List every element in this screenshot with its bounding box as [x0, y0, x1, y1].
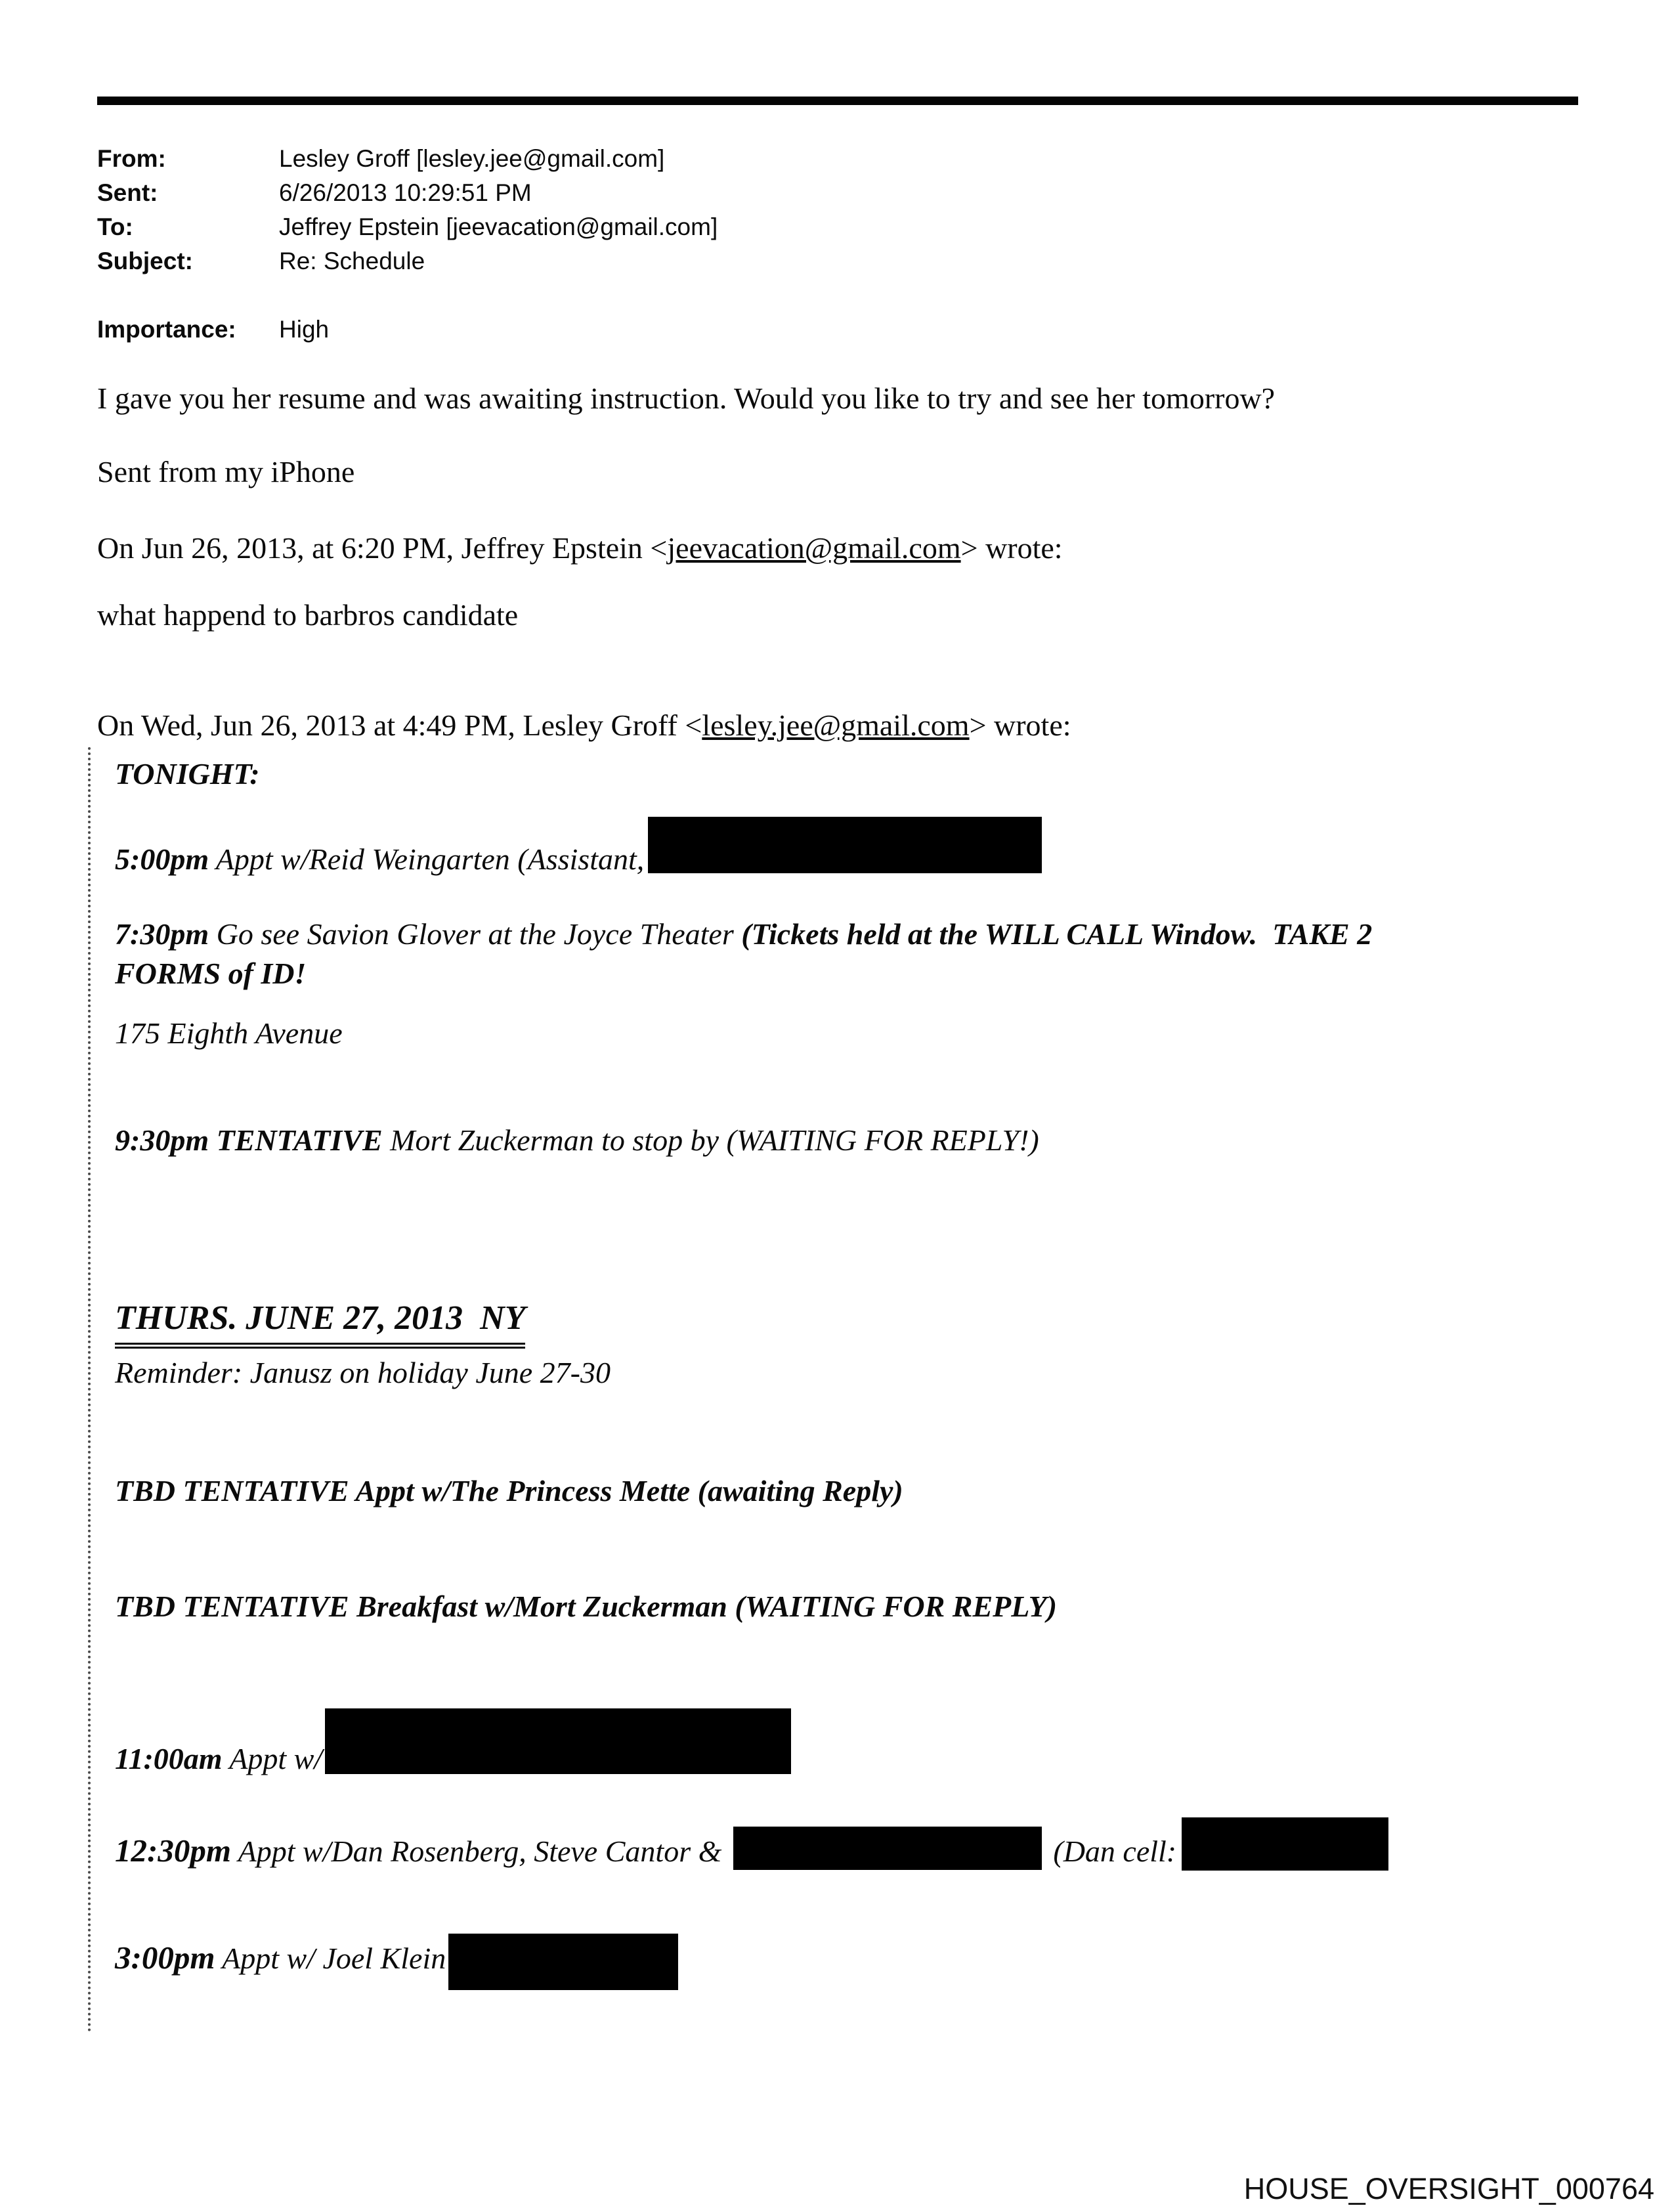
- tbd-princess-mette: TBD TENTATIVE Appt w/The Princess Mette (awaiting Reply): [115, 1474, 903, 1507]
- schedule-item-5pm: [115, 817, 1042, 878]
- appt-730pm-note-line1: (Tickets held at the WILL CALL Window. TAKE 2: [741, 917, 1373, 951]
- appt-3pm-time: 3:00pm: [115, 1940, 215, 1976]
- tbd-breakfast-zuckerman: TBD TENTATIVE Breakfast w/Mort Zuckerman (WAITING FOR REPLY): [115, 1590, 1058, 1623]
- tonight-heading: TONIGHT:: [115, 757, 260, 791]
- appt-730pm-text: Go see Savion Glover at the Joyce Theater: [209, 917, 742, 951]
- email-link: jeevacation@gmail.com: [667, 531, 961, 565]
- appt-930pm-text: Mort Zuckerman to stop by (WAITING FOR REPLY!): [382, 1123, 1039, 1157]
- appt-930pm-time: 9:30pm TENTATIVE: [115, 1123, 383, 1157]
- importance-value: High: [279, 316, 330, 343]
- day-heading-text: THURS. JUNE 27, 2013 NY: [115, 1297, 525, 1349]
- appt-3pm-text: Appt w/ Joel Klein: [215, 1941, 446, 1975]
- appt-11am-text: Appt w/: [222, 1742, 323, 1775]
- schedule-item-11am: [115, 1708, 791, 1778]
- sent-label: Sent:: [97, 179, 158, 206]
- to-value: Jeffrey Epstein [jeevacation@gmail.com]: [279, 213, 718, 240]
- appt-5pm-text: Appt w/Reid Weingarten (Assistant,: [209, 842, 645, 876]
- schedule-item-3pm: [115, 1934, 678, 1990]
- quote-attribution-2: [97, 706, 1071, 745]
- redaction-box: [1182, 1817, 1388, 1871]
- subject-value: Re: Schedule: [279, 248, 425, 274]
- iphone-signature: Sent from my iPhone: [97, 455, 355, 488]
- attribution-2-suffix: > wrote:: [969, 708, 1071, 742]
- message-paragraph: I gave you her resume and was awaiting instruction. Would you like to try and see her tomorrow?: [97, 381, 1276, 415]
- venue-address: 175 Eighth Avenue: [115, 1016, 343, 1050]
- sent-value: 6/26/2013 10:29:51 PM: [279, 179, 532, 206]
- appt-1230pm-text: Appt w/Dan Rosenberg, Steve Cantor &: [230, 1834, 729, 1868]
- attribution-2-prefix: On Wed, Jun 26, 2013 at 4:49 PM, Lesley Groff <: [97, 708, 702, 742]
- appt-730pm-time: 7:30pm: [115, 917, 209, 951]
- reminder-line: Reminder: Janusz on holiday June 27-30: [115, 1356, 611, 1389]
- to-label: To:: [97, 213, 133, 240]
- from-label: From:: [97, 145, 166, 172]
- appt-11am-time: 11:00am: [115, 1742, 223, 1775]
- reply-text: what happend to barbros candidate: [97, 598, 519, 632]
- header-top-rule: [97, 97, 1578, 105]
- day-heading-thurs: [115, 1297, 525, 1349]
- redaction-box: [448, 1934, 678, 1990]
- redaction-box: [733, 1827, 1042, 1870]
- redaction-box: [325, 1708, 791, 1774]
- attribution-1-prefix: On Jun 26, 2013, at 6:20 PM, Jeffrey Epstein <: [97, 531, 668, 565]
- schedule-item-730pm: [115, 915, 1572, 993]
- importance-label: Importance:: [97, 316, 236, 343]
- appt-5pm-time: 5:00pm: [115, 842, 209, 876]
- redaction-box: [648, 817, 1042, 873]
- attribution-1-suffix: > wrote:: [960, 531, 1063, 565]
- quote-attribution-1: [97, 529, 1063, 567]
- email-link: lesley.jee@gmail.com: [702, 708, 970, 742]
- appt-730pm-note-line2: FORMS of ID!: [115, 957, 307, 990]
- from-value: Lesley Groff [lesley.jee@gmail.com]: [279, 145, 665, 172]
- schedule-item-1230pm: [115, 1817, 1388, 1871]
- subject-label: Subject:: [97, 248, 193, 274]
- appt-1230pm-time: 12:30pm: [115, 1832, 231, 1869]
- appt-1230pm-text2: (Dan cell:: [1045, 1834, 1177, 1868]
- quote-left-border: [88, 747, 91, 2033]
- schedule-item-930pm: [115, 1121, 1039, 1160]
- bates-number: HOUSE_OVERSIGHT_000764: [1243, 2172, 1654, 2205]
